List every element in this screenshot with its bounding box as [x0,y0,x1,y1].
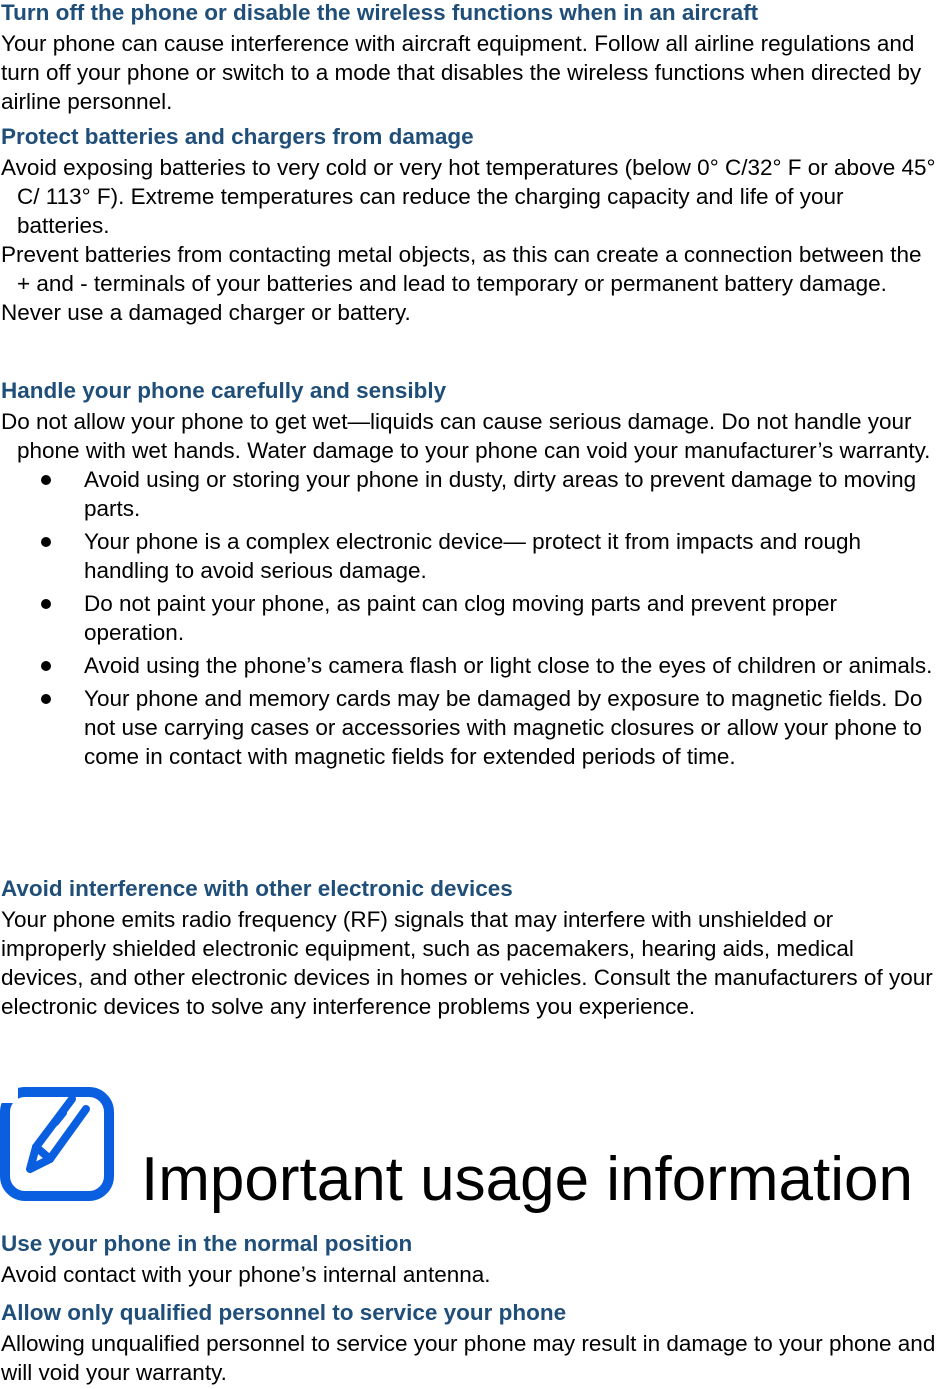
section-paragraph: Allowing unqualified personnel to service your phone may result in damage to your phone and will void your warranty. [1,1331,936,1385]
bullet-item [0,684,938,771]
bullet-dot-icon [41,599,51,609]
section-heading: Allow only qualified personnel to service your phone [1,1300,567,1325]
bullet-list [0,465,938,771]
bullet-text: Do not paint your phone, as paint can clog moving parts and prevent proper operation. [84,591,837,645]
section-paragraph: Avoid exposing batteries to very cold or very hot temperatures (below 0° C/32° F or above 45° C/ 113° F). Extreme temperatures can reduce the charging capacity and life of your batteries. [1,155,936,238]
bullet-dot-icon [41,537,51,547]
section-aircraft [0,0,938,116]
section-paragraph: Avoid contact with your phone’s internal antenna. [1,1262,491,1287]
section-heading: Use your phone in the normal position [1,1231,413,1256]
note-pencil-icon [0,1087,114,1201]
bullet-dot-icon [41,694,51,704]
bullet-item [0,465,938,523]
chapter-title: Important usage information [141,1145,913,1214]
bullet-dot-icon [41,475,51,485]
bullet-text: Avoid using the phone’s camera flash or light close to the eyes of children or animals. [84,653,933,678]
section-heading: Protect batteries and chargers from damage [1,124,474,149]
section-paragraph: Never use a damaged charger or battery. [1,300,411,325]
bullet-item [0,651,938,680]
bullet-text: Avoid using or storing your phone in dusty, dirty areas to prevent damage to moving parts. [84,467,917,521]
section-paragraph: Prevent batteries from contacting metal objects, as this can create a connection between the + and - terminals of your batteries and lead to temporary or permanent battery damage. [1,242,922,296]
section-interference [0,876,938,1021]
section-normal-position [0,1231,938,1289]
section-heading: Turn off the phone or disable the wireless functions when in an aircraft [1,0,759,25]
section-handle-phone [0,378,938,771]
bullet-text: Your phone is a complex electronic device— protect it from impacts and rough handling to avoid serious damage. [84,529,862,583]
chapter-banner [0,1087,938,1214]
bullet-dot-icon [41,661,51,671]
bullet-item [0,527,938,585]
section-paragraph: Your phone emits radio frequency (RF) signals that may interfere with unshielded or improperly shielded electronic equipment, such as pacemakers, hearing aids, medical devices, and other electronic devices in homes or vehicles. Consult the manufacturers of your electronic devices to solve any interference problems you experience. [1,907,933,1019]
section-batteries [0,124,938,327]
section-paragraph: Do not allow your phone to get wet—liquids can cause serious damage. Do not handle your phone with wet hands. Water damage to your phone can void your manufacturer’s warranty. [1,409,931,463]
section-paragraph: Your phone can cause interference with aircraft equipment. Follow all airline regulations and turn off your phone or switch to a mode that disables the wireless functions when directed by airline personnel. [1,31,922,114]
section-heading: Handle your phone carefully and sensibly [1,378,447,403]
section-qualified-service [0,1300,938,1387]
bullet-text: Your phone and memory cards may be damaged by exposure to magnetic fields. Do not use carrying cases or accessories with magnetic closures or allow your phone to come in contact with magnetic fields for extended periods of time. [84,686,923,769]
bullet-item [0,589,938,647]
section-heading: Avoid interference with other electronic devices [1,876,513,901]
